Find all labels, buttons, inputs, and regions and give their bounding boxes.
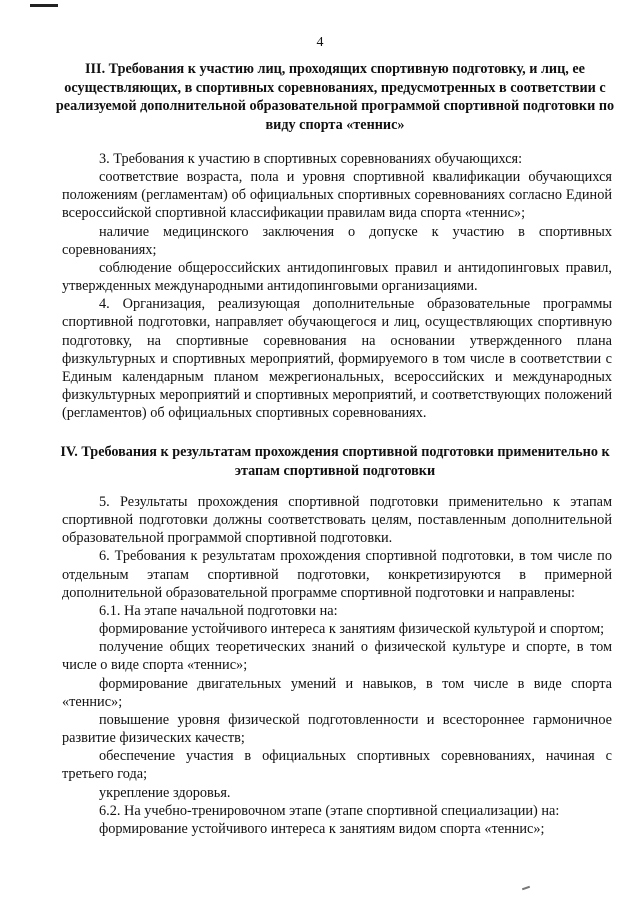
paragraph: 6.1. На этапе начальной подготовки на: <box>99 602 338 619</box>
paragraph: формирование устойчивого интереса к занятиям физической культурой и спортом; <box>99 621 605 638</box>
paragraph: 6.2. На учебно-тренировочном этапе (этапе спортивной специализации) на: <box>99 802 560 819</box>
page-number: 4 <box>316 35 324 50</box>
paragraph: 4. Организация, реализующая дополнительные образовательные программы спортивной подготовки, направляет обучающегося и лиц, осуществляющих спортивную подготовку, на спортивные соревнования на основании утвержденного плана физкультурных и спортивных мероприятий, формируемого в том числе в соответствии с Единым календарным планом межрегиональных, всероссийских и международных физкультурных мероприятий и спортивных мероприятий, и соответствующих положений (регламентов) об официальных спортивных соревнованиях. <box>62 296 612 422</box>
section-3-heading: III. Требования к участию лиц, проходящих спортивную подготовку, и лиц, ее осуществляющих, в спортивных соревнованиях, предусмотренных в соответствии с реализуемой дополнительной образовательной программой спортивной подготовки по виду спорта «теннис» <box>55 61 615 133</box>
paragraph: наличие медицинского заключения о допуске к участию в спортивных соревнованиях; <box>62 223 612 258</box>
paragraph: 5. Результаты прохождения спортивной подготовки применительно к этапам спортивной подготовки должны соответствовать целям, поставленным дополнительной образовательной программой спортивной подготовки. <box>62 494 612 547</box>
paragraph: повышение уровня физической подготовленности и всестороннее гармоничное развитие физических качеств; <box>62 711 612 747</box>
paragraph: получение общих теоретических знаний о физической культуре и спорте, в том числе о виде спорта «теннис»; <box>62 639 612 674</box>
paragraph: 3. Требования к участию в спортивных соревнованиях обучающихся: <box>99 151 523 167</box>
scan-artifact <box>522 886 530 891</box>
paragraph: обеспечение участия в официальных спортивных соревнованиях, начиная с третьего года; <box>62 748 612 783</box>
scan-corner-mark <box>30 4 58 7</box>
paragraph: соблюдение общероссийских антидопинговых правил и антидопинговых правил, утвержденных международными антидопинговыми организациями. <box>62 259 612 295</box>
paragraph: формирование устойчивого интереса к занятиям видом спорта «теннис»; <box>99 820 545 837</box>
paragraph: 6. Требования к результатам прохождения спортивной подготовки, в том числе по отдельным этапам спортивной подготовки, конкретизируются в примерной дополнительной образовательной программе спортивной подготовки и направлены: <box>62 548 612 601</box>
section-3-body <box>62 150 612 422</box>
paragraph: формирование двигательных умений и навыков, в том числе в виде спорта «теннис»; <box>62 675 612 710</box>
paragraph: соответствие возраста, пола и уровня спортивной квалификации обучающихся положениям (регламентам) об официальных спортивных соревнованиях согласно Единой всероссийской спортивной классификации правилам вида спорта «теннис»; <box>62 169 612 222</box>
section-4-body <box>62 493 612 838</box>
section-4-heading: IV. Требования к результатам прохождения спортивной подготовки применительно к этапам спортивной подготовки <box>60 444 610 479</box>
paragraph: укрепление здоровья. <box>99 784 231 801</box>
